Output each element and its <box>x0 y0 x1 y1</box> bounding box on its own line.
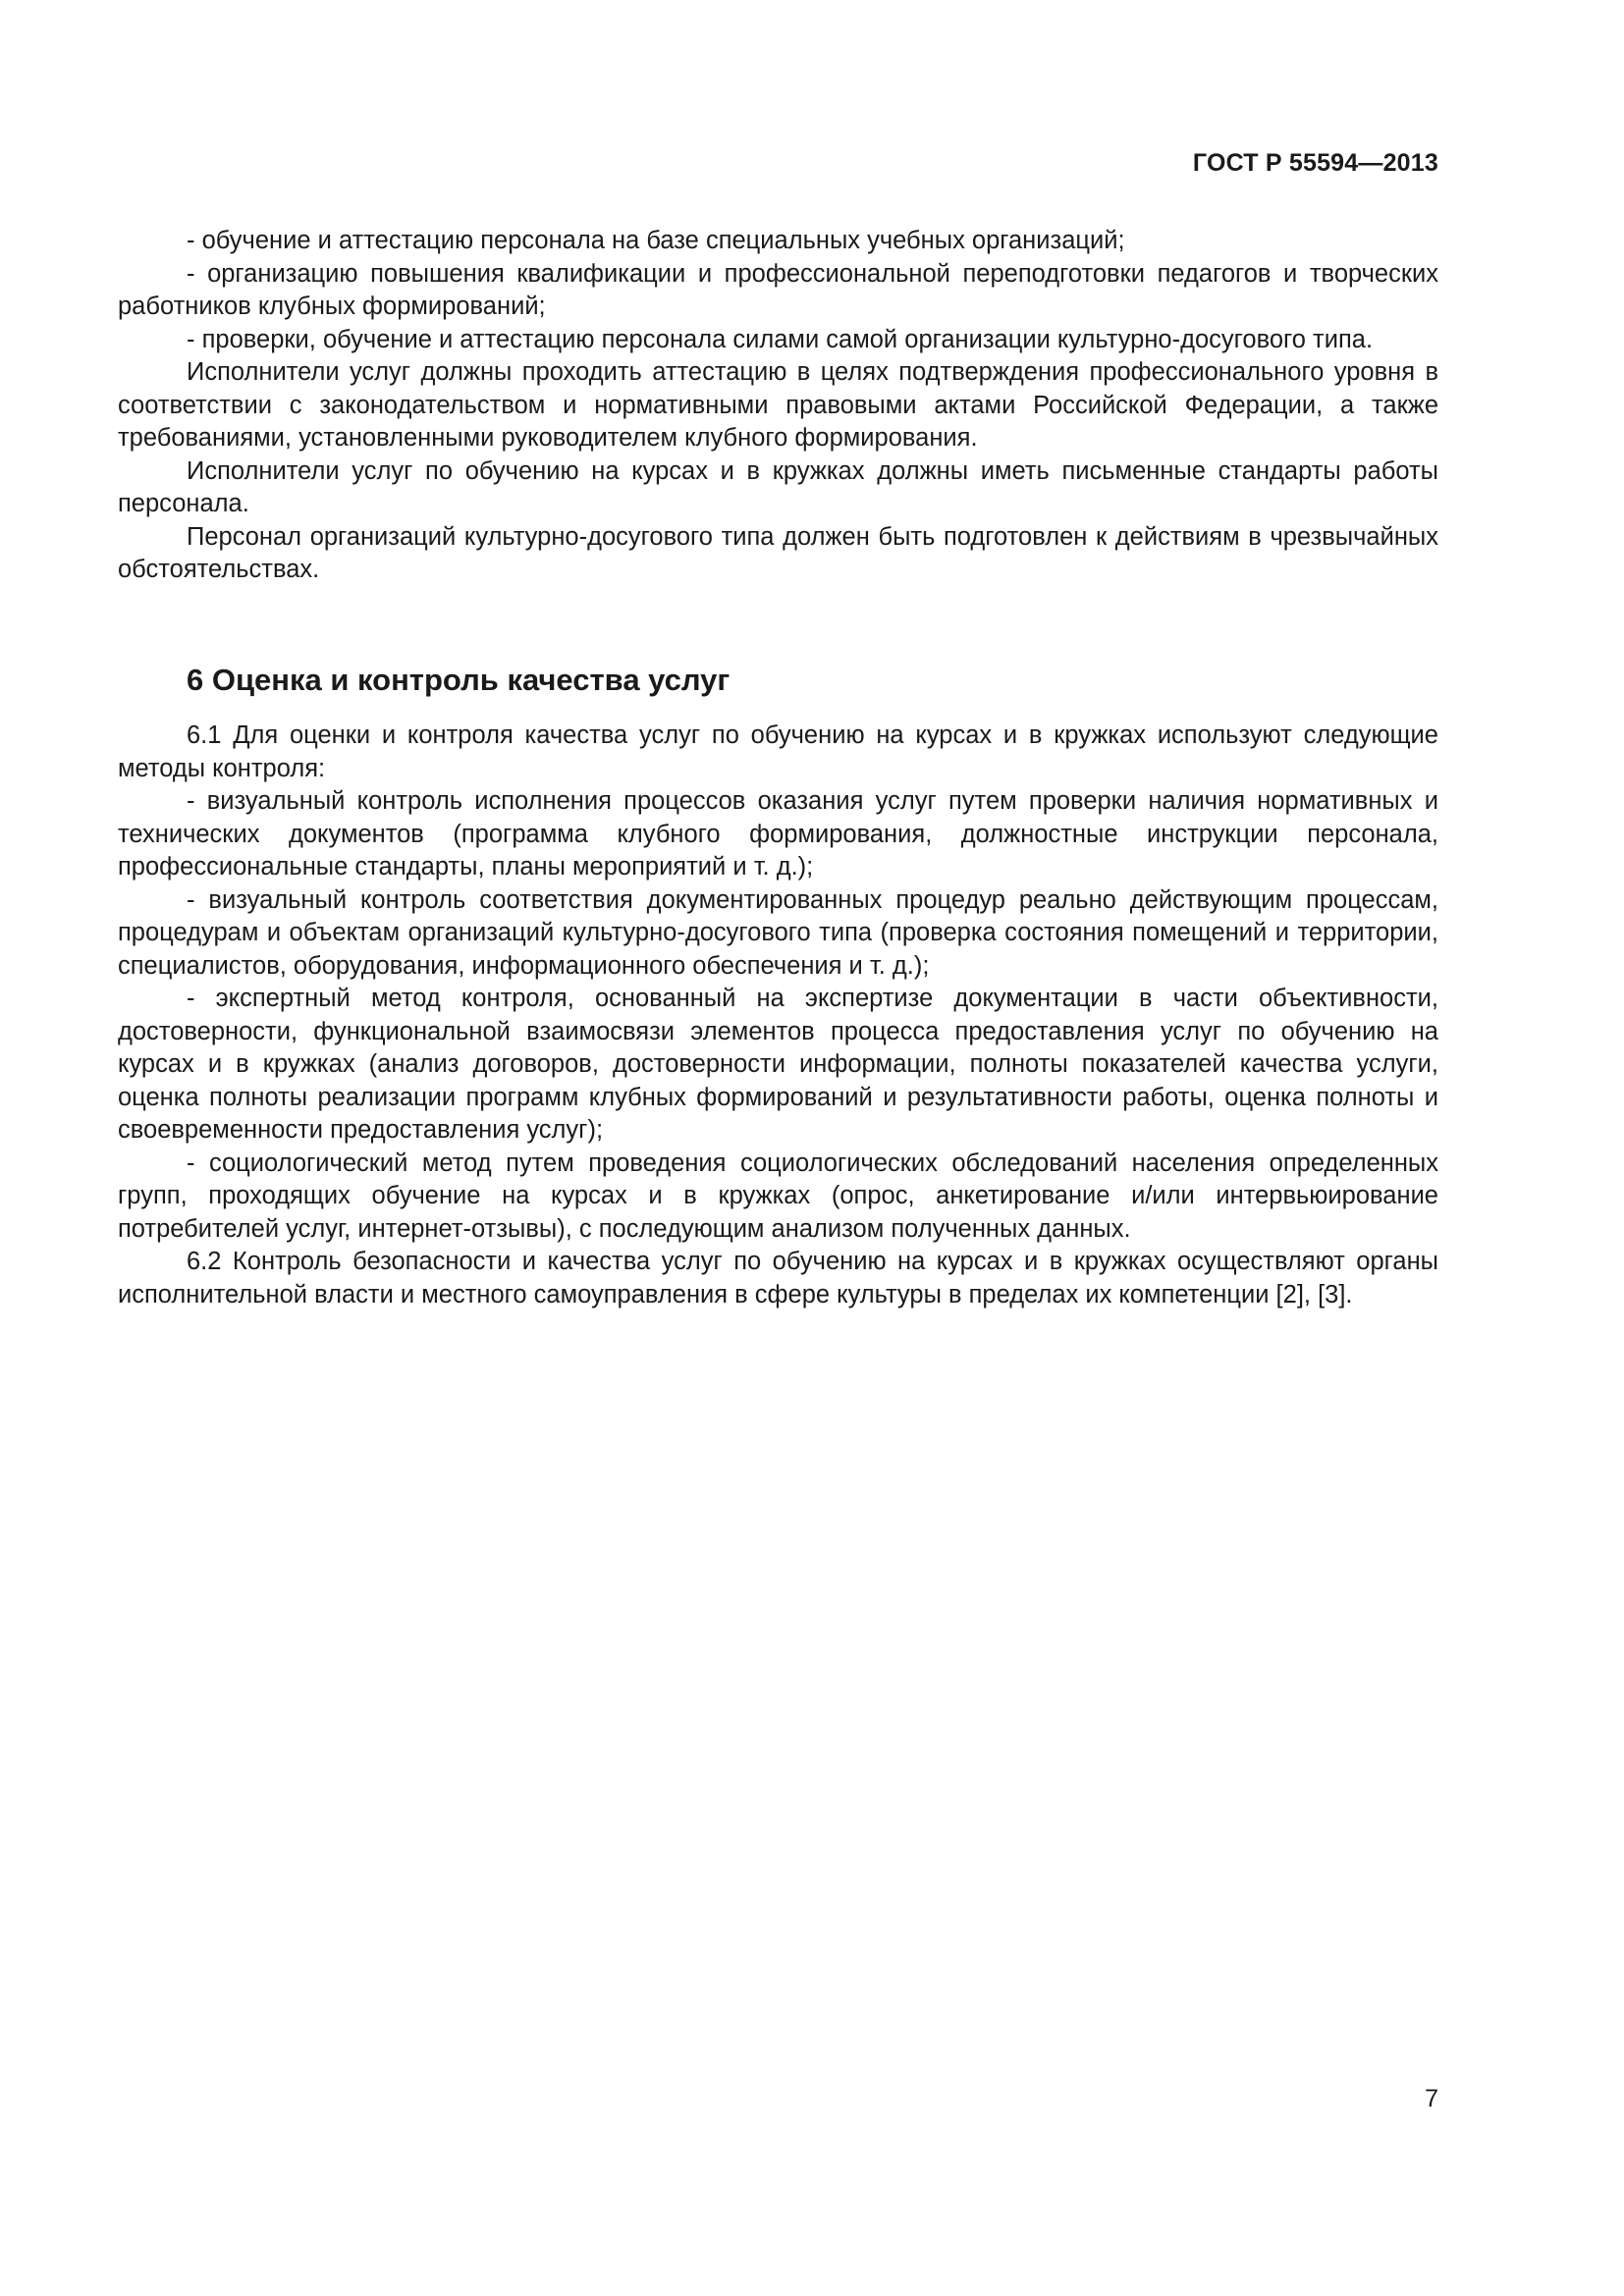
section-heading: 6 Оценка и контроль качества услуг <box>187 663 731 697</box>
paragraph: Исполнители услуг по обучению на курсах и в кружках должны иметь письменные стандарты работы персонала. <box>118 456 1438 517</box>
document-id-header: ГОСТ Р 55594—2013 <box>1192 149 1438 177</box>
section-text-block <box>118 720 1438 1311</box>
paragraph: - обучение и аттестацию персонала на базе специальных учебных организаций; <box>187 227 1125 254</box>
top-text-block <box>118 225 1438 587</box>
paragraph: Персонал организаций культурно-досугового типа должен быть подготовлен к действиям в чрезвычайных обстоятельствах. <box>118 522 1438 583</box>
page-number: 7 <box>1425 2085 1438 2112</box>
paragraph: - проверки, обучение и аттестацию персонала силами самой организации культурно-досугового типа. <box>187 325 1374 353</box>
paragraph: - визуальный контроль соответствия документированных процедур реально действующим процессам, процедурам и объектам организаций культурно-досугового типа (проверка состояния помещений и территории, специалистов, оборудования, информационного обеспечения и т. д.); <box>118 885 1438 980</box>
paragraph: - социологический метод путем проведения социологических обследований населения определенных групп, проходящих обучение на курсах и в кружках (опрос, анкетирование и/или интервьюирование потребителей услуг, интернет-отзывы), с последующим анализом полученных данных. <box>118 1148 1438 1243</box>
paragraph: 6.1 Для оценки и контроля качества услуг по обучению на курсах и в кружках используют следующие методы контроля: <box>118 721 1438 782</box>
paragraph: 6.2 Контроль безопасности и качества услуг по обучению на курсах и в кружках осуществляют органы исполнительной власти и местного самоуправления в сфере культуры в пределах их компетенции [2], [3]. <box>118 1248 1438 1308</box>
paragraph: - визуальный контроль исполнения процессов оказания услуг путем проверки наличия нормативных и технических документов (программа клубного формирования, должностные инструкции персонала, профессиональные стандарты, планы мероприятий и т. д.); <box>118 787 1438 881</box>
paragraph: - организацию повышения квалификации и профессиональной переподготовки педагогов и творческих работников клубных формирований; <box>118 259 1438 320</box>
paragraph: Исполнители услуг должны проходить аттестацию в целях подтверждения профессионального уровня в соответствии с законодательством и нормативными правовыми актами Российской Федерации, а также требованиями, установленными руководителем клубного формирования. <box>118 358 1438 452</box>
paragraph: - экспертный метод контроля, основанный на экспертизе документации в части объективности, достоверности, функциональной взаимосвязи элементов процесса предоставления услуг по обучению на курсах и в кружках (анализ договоров, достоверности информации, полноты показателей качества услуги, оценка полноты реализации программ клубных формирований и результативности работы, оценка полноты и своевременности предоставления услуг); <box>118 985 1438 1144</box>
